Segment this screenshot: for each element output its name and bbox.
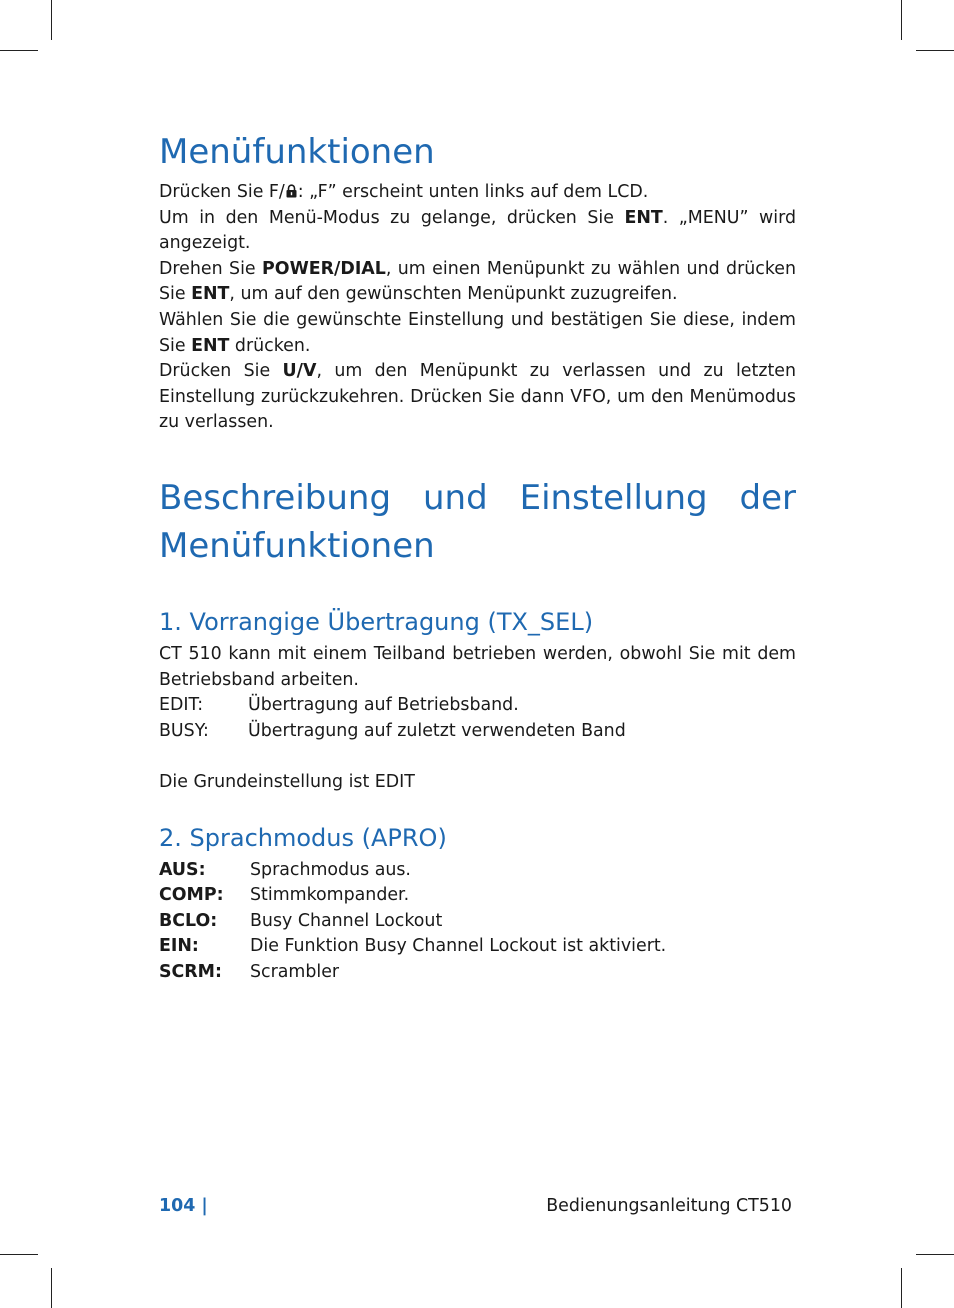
option-key: BCLO:	[159, 910, 218, 931]
option-row-scrm	[159, 960, 796, 986]
option-key: AUS:	[159, 859, 206, 880]
option-desc: Übertragung auf zuletzt verwendeten Band	[248, 720, 626, 741]
default-setting: Die Grundeinstellung ist EDIT	[159, 771, 415, 792]
option-row-aus	[159, 858, 796, 884]
intro-line-2: Um in den Menü-Modus zu gelange, drücken Sie ENT. „MENU” wird angezeigt.	[159, 207, 796, 254]
page-number: 104 |	[159, 1196, 208, 1216]
section-1-text: CT 510 kann mit einem Teilband betrieben werden, obwohl Sie mit dem Betriebsband arbeiten.	[159, 643, 796, 690]
option-key: EIN:	[159, 936, 199, 957]
lock-icon	[285, 184, 298, 198]
option-key: SCRM:	[159, 961, 222, 982]
spacer	[159, 744, 796, 770]
intro-line-3: Drehen Sie POWER/DIAL, um einen Menüpunkt zu wählen und drücken Sie ENT, um auf den gewünschten Menüpunkt zuzugreifen.	[159, 258, 796, 305]
crop-mark	[901, 0, 902, 40]
page-content	[159, 128, 796, 985]
option-row-comp	[159, 883, 796, 909]
option-key: EDIT:	[159, 695, 204, 716]
option-row-edit	[159, 693, 796, 719]
option-desc: Die Funktion Busy Channel Lockout ist aktiviert.	[250, 936, 667, 957]
crop-mark	[916, 1254, 954, 1255]
crop-mark	[51, 0, 52, 40]
intro-line-1: Drücken Sie F/ : „F” erscheint unten links auf dem LCD.	[159, 182, 649, 202]
option-desc: Stimmkompander.	[250, 885, 410, 906]
section-1-heading: 1. Vorrangige Übertragung (TX_SEL)	[159, 607, 594, 636]
option-key: COMP:	[159, 885, 224, 906]
section-2-heading: 2. Sprachmodus (APRO)	[159, 823, 447, 852]
option-desc: Übertragung auf Betriebsband.	[248, 695, 519, 716]
document-title: Bedienungsanleitung CT510	[546, 1196, 792, 1216]
crop-mark	[0, 1254, 38, 1255]
option-row-ein	[159, 934, 796, 960]
crop-mark	[901, 1268, 902, 1308]
option-desc: Busy Channel Lockout	[250, 910, 443, 931]
intro-line-4: Wählen Sie die gewünschte Einstellung und bestätigen Sie diese, indem Sie ENT drücken.	[159, 309, 796, 356]
option-row-busy	[159, 719, 796, 745]
section-title: Beschreibung und Einstellung der Menüfunktionen	[159, 477, 796, 566]
intro-text	[159, 180, 796, 436]
option-row-bclo	[159, 909, 796, 935]
crop-mark	[51, 1268, 52, 1308]
intro-line-5: Drücken Sie U/V, um den Menüpunkt zu verlassen und zu letzten Einstellung zurückzukehren. Drücken Sie dann VFO, um den Menümodus zu verlassen.	[159, 361, 796, 433]
crop-mark	[916, 50, 954, 51]
page-title: Menüfunktionen	[159, 132, 435, 172]
option-key: BUSY:	[159, 720, 209, 741]
option-desc: Scrambler	[250, 961, 340, 982]
crop-mark	[0, 50, 38, 51]
option-desc: Sprachmodus aus.	[250, 859, 411, 880]
